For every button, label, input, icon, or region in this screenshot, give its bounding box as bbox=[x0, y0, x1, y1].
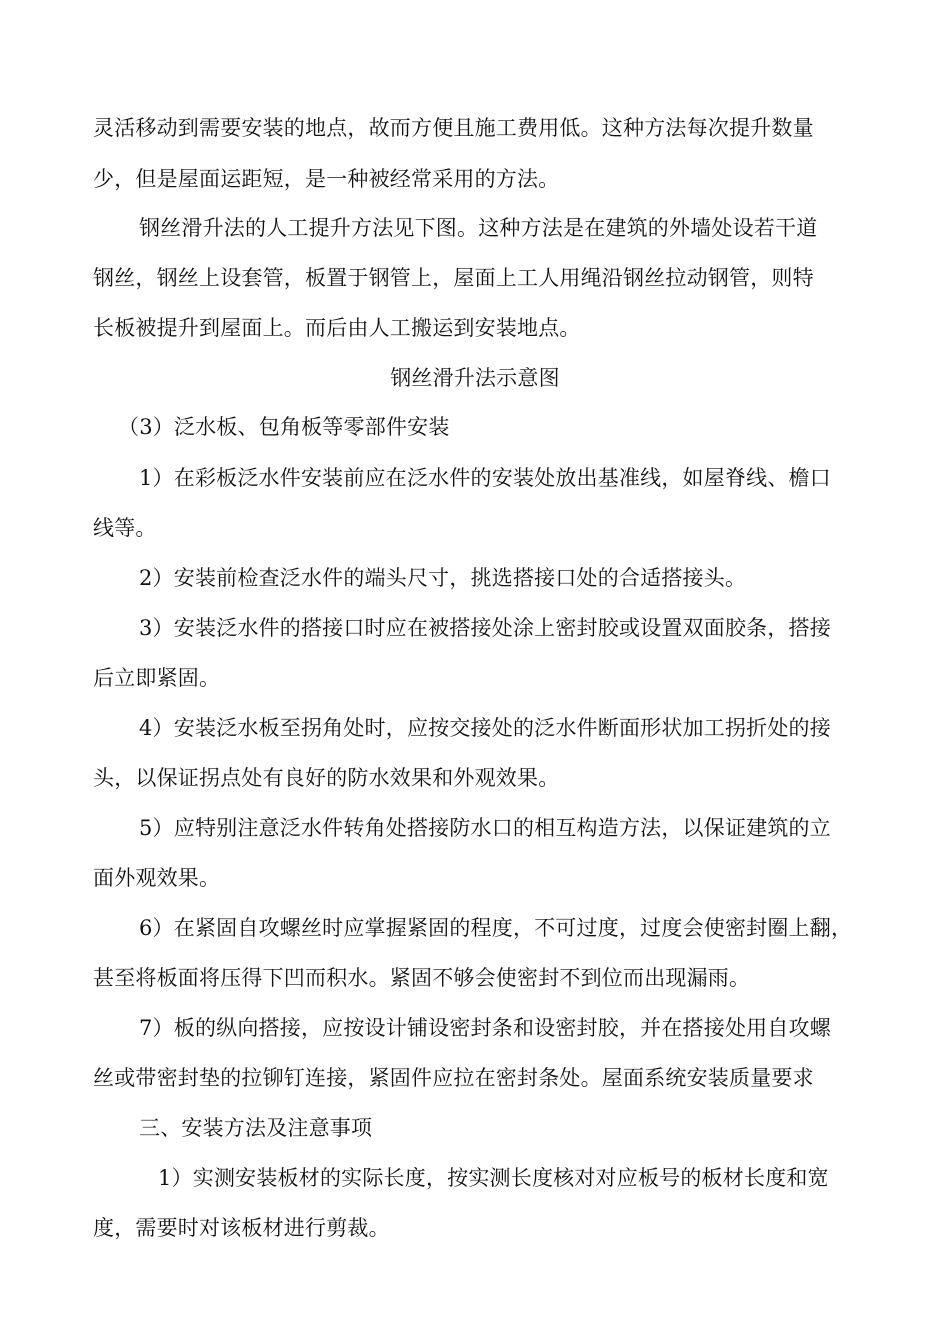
paragraph-line: 后立即紧固。 bbox=[93, 666, 221, 690]
paragraph-line: 少，但是屋面运距短，是一种被经常采用的方法。 bbox=[93, 167, 560, 191]
paragraph-line: 3）安装泛水件的搭接口时应在被搭接处涂上密封胶或设置双面胶条，搭接 bbox=[139, 616, 831, 640]
paragraph-line: 头，以保证拐点处有良好的防水效果和外观效果。 bbox=[93, 766, 560, 790]
paragraph-line: 线等。 bbox=[93, 516, 157, 540]
paragraph-line: 灵活移动到需要安装的地点，故而方便且施工费用低。这种方法每次提升数量 bbox=[93, 116, 814, 140]
paragraph-line: 2）安装前检查泛水件的端头尺寸，挑选搭接口处的合适搭接头。 bbox=[139, 566, 747, 590]
paragraph-line: 1）在彩板泛水件安装前应在泛水件的安装处放出基准线，如屋脊线、檐口 bbox=[139, 466, 831, 490]
paragraph-line: 5）应特别注意泛水件转角处搭接防水口的相互构造方法，以保证建筑的立 bbox=[139, 816, 831, 840]
paragraph-line: 面外观效果。 bbox=[93, 866, 221, 890]
paragraph-line: 度，需要时对该板材进行剪裁。 bbox=[93, 1216, 390, 1240]
paragraph-line: 7）板的纵向搭接，应按设计铺设密封条和设密封胶，并在搭接处用自攻螺 bbox=[139, 1016, 831, 1040]
paragraph-line: 长板被提升到屋面上。而后由人工搬运到安装地点。 bbox=[93, 316, 581, 340]
paragraph-line: 钢丝滑升法的人工提升方法见下图。这种方法是在建筑的外墙处设若干道 bbox=[139, 216, 818, 240]
figure-caption: 钢丝滑升法示意图 bbox=[390, 366, 560, 390]
paragraph-line: 丝或带密封垫的拉铆钉连接，紧固件应拉在密封条处。屋面系统安装质量要求 bbox=[93, 1066, 814, 1090]
paragraph-line: 1）实测安装板材的实际长度，按实测长度核对对应板号的板材长度和宽 bbox=[158, 1166, 829, 1190]
section-heading: 三、安装方法及注意事项 bbox=[139, 1116, 373, 1140]
paragraph-line: 甚至将板面将压得下凹而积水。紧固不够会使密封不到位而出现漏雨。 bbox=[93, 966, 751, 990]
paragraph-line: 钢丝，钢丝上设套管，板置于钢管上，屋面上工人用绳沿钢丝拉动钢管，则特 bbox=[93, 266, 814, 290]
paragraph-line: 4）安装泛水板至拐角处时，应按交接处的泛水件断面形状加工拐折处的接 bbox=[139, 716, 831, 740]
paragraph-line: 6）在紧固自攻螺丝时应掌握紧固的程度，不可过度，过度会使密封圈上翻， bbox=[139, 916, 853, 940]
section-heading: （3）泛水板、包角板等零部件安装 bbox=[118, 415, 450, 439]
